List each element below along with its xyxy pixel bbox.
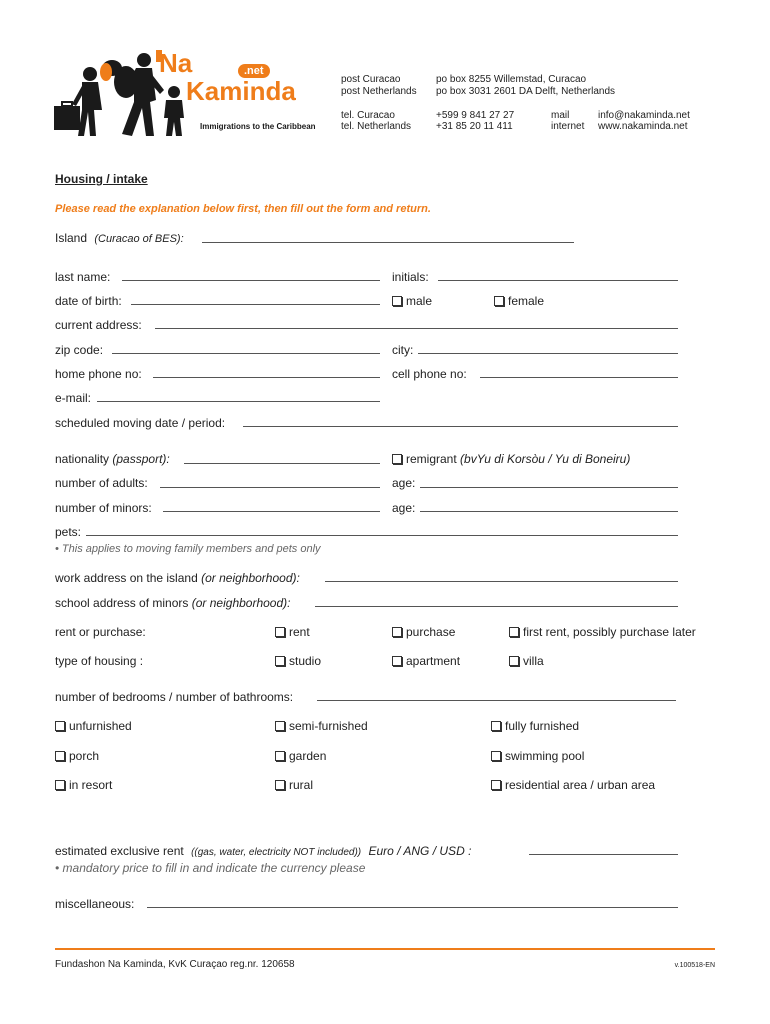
- studio-option[interactable]: [275, 654, 321, 668]
- rent-or-purchase-label: rent or purchase:: [55, 625, 146, 639]
- tel-netherlands-number: +31 85 20 11 411: [436, 121, 513, 132]
- current-address-field[interactable]: [155, 328, 678, 329]
- first-rent-label: first rent, possibly purchase later: [523, 625, 696, 639]
- nationality-field[interactable]: [184, 463, 380, 464]
- garden-option[interactable]: [275, 749, 326, 763]
- zip-code-field[interactable]: [112, 353, 380, 354]
- cell-phone-field[interactable]: [480, 377, 678, 378]
- fully-furnished-label: fully furnished: [505, 719, 580, 733]
- in-resort-option[interactable]: [55, 778, 112, 792]
- minors-age-field[interactable]: [420, 511, 678, 512]
- rural-label: rural: [289, 778, 314, 792]
- villa-option[interactable]: [509, 654, 544, 668]
- form-title: Housing / intake: [55, 172, 148, 186]
- nationality-label-group: [55, 452, 170, 466]
- remigrant-checkbox[interactable]: [392, 454, 402, 464]
- mail-address[interactable]: info@nakaminda.net: [598, 110, 690, 121]
- moving-date-field[interactable]: [243, 426, 678, 427]
- garden-label: garden: [289, 749, 327, 763]
- semi-furnished-option[interactable]: [275, 719, 368, 733]
- first-rent-option[interactable]: [509, 625, 696, 639]
- residential-checkbox[interactable]: [491, 780, 501, 790]
- remigrant-label: remigrant: [406, 452, 457, 466]
- apartment-checkbox[interactable]: [392, 656, 402, 666]
- date-of-birth-field[interactable]: [131, 304, 380, 305]
- male-checkbox[interactable]: [392, 296, 402, 306]
- city-field[interactable]: [418, 353, 678, 354]
- female-checkbox[interactable]: [494, 296, 504, 306]
- bedrooms-label: number of bedrooms / number of bathrooms:: [55, 690, 294, 704]
- swimming-pool-label: swimming pool: [505, 749, 585, 763]
- logo-name-line1: Na: [159, 48, 193, 78]
- zip-code-label: zip code:: [55, 343, 104, 357]
- in-resort-label: in resort: [69, 778, 113, 792]
- estimated-rent-field[interactable]: [529, 854, 678, 855]
- semi-furnished-checkbox[interactable]: [275, 721, 285, 731]
- home-phone-field[interactable]: [153, 377, 380, 378]
- form-instruction: Please read the explanation below first, then fill out the form and return.: [55, 203, 431, 215]
- website-link[interactable]: www.nakaminda.net: [598, 121, 688, 132]
- estimated-rent-hint: ((gas, water, electricity NOT included)): [191, 847, 362, 858]
- rent-checkbox[interactable]: [275, 627, 285, 637]
- pets-field[interactable]: [86, 535, 678, 536]
- work-address-hint: (or neighborhood):: [201, 571, 300, 585]
- work-address-label: work address on the island: [55, 571, 198, 585]
- porch-option[interactable]: [55, 749, 99, 763]
- villa-checkbox[interactable]: [509, 656, 519, 666]
- footer-divider: [55, 948, 715, 950]
- villa-label: villa: [523, 654, 544, 668]
- adults-age-field[interactable]: [420, 487, 678, 488]
- logo-badge: .net: [238, 64, 270, 78]
- swimming-pool-option[interactable]: [491, 749, 584, 763]
- initials-label: initials:: [392, 270, 429, 284]
- island-field[interactable]: [202, 242, 574, 243]
- city-label: city:: [392, 343, 414, 357]
- last-name-label: last name:: [55, 270, 111, 284]
- unfurnished-checkbox[interactable]: [55, 721, 65, 731]
- rent-note: • mandatory price to fill in and indicate the currency please: [55, 861, 366, 875]
- rural-checkbox[interactable]: [275, 780, 285, 790]
- garden-checkbox[interactable]: [275, 751, 285, 761]
- tel-netherlands-label: tel. Netherlands: [341, 121, 412, 132]
- post-netherlands-address: po box 3031 2601 DA Delft, Netherlands: [436, 86, 616, 97]
- male-option[interactable]: [392, 294, 432, 308]
- female-option[interactable]: [494, 294, 544, 308]
- bedrooms-field[interactable]: [317, 700, 676, 701]
- num-minors-label: number of minors:: [55, 501, 152, 515]
- cell-phone-label: cell phone no:: [392, 367, 467, 381]
- nationality-label: nationality: [55, 452, 110, 466]
- school-address-label: school address of minors: [55, 596, 189, 610]
- residential-label: residential area / urban area: [505, 778, 656, 792]
- residential-option[interactable]: [491, 778, 655, 792]
- rent-option[interactable]: [275, 625, 310, 639]
- apartment-option[interactable]: [392, 654, 460, 668]
- mail-label: mail: [551, 110, 570, 121]
- work-address-field[interactable]: [325, 581, 678, 582]
- purchase-option[interactable]: [392, 625, 455, 639]
- miscellaneous-label: miscellaneous:: [55, 897, 135, 911]
- tel-curacao-number: +599 9 841 27 27: [436, 110, 515, 121]
- date-of-birth-label: date of birth:: [55, 294, 122, 308]
- studio-label: studio: [289, 654, 322, 668]
- estimated-rent-label-group: [55, 844, 471, 860]
- minors-age-label: age:: [392, 501, 416, 515]
- email-field[interactable]: [97, 401, 380, 402]
- home-phone-label: home phone no:: [55, 367, 142, 381]
- pets-label: pets:: [55, 525, 82, 539]
- initials-field[interactable]: [438, 280, 678, 281]
- post-netherlands-label: post Netherlands: [341, 86, 417, 97]
- purchase-label: purchase: [406, 625, 456, 639]
- fully-furnished-option[interactable]: [491, 719, 579, 733]
- post-curacao-label: post Curacao: [341, 74, 401, 85]
- post-curacao-address: po box 8255 Willemstad, Curacao: [436, 74, 587, 85]
- current-address-label: current address:: [55, 318, 142, 332]
- nationality-hint: (passport):: [112, 452, 170, 466]
- porch-label: porch: [69, 749, 100, 763]
- last-name-field[interactable]: [122, 280, 380, 281]
- rural-option[interactable]: [275, 778, 313, 792]
- purchase-checkbox[interactable]: [392, 627, 402, 637]
- fully-furnished-checkbox[interactable]: [491, 721, 501, 731]
- logo: [52, 50, 322, 140]
- in-resort-checkbox[interactable]: [55, 780, 65, 790]
- semi-furnished-label: semi-furnished: [289, 719, 368, 733]
- footer-organization: Fundashon Na Kaminda, KvK Curaçao reg.nr. 120658: [55, 959, 295, 970]
- currency-label: Euro / ANG / USD :: [368, 844, 472, 858]
- studio-checkbox[interactable]: [275, 656, 285, 666]
- female-label: female: [508, 294, 545, 308]
- estimated-rent-label: estimated exclusive rent: [55, 844, 184, 858]
- email-label: e-mail:: [55, 391, 92, 405]
- remigrant-option[interactable]: [392, 452, 630, 466]
- unfurnished-label: unfurnished: [69, 719, 132, 733]
- type-of-housing-label: type of housing :: [55, 654, 144, 668]
- num-adults-field[interactable]: [160, 487, 380, 488]
- apartment-label: apartment: [406, 654, 461, 668]
- moving-date-label: scheduled moving date / period:: [55, 416, 226, 430]
- num-adults-label: number of adults:: [55, 476, 148, 490]
- school-address-label-group: [55, 596, 290, 610]
- miscellaneous-field[interactable]: [147, 907, 678, 908]
- school-address-field[interactable]: [315, 606, 678, 607]
- unfurnished-option[interactable]: [55, 719, 132, 733]
- first-rent-checkbox[interactable]: [509, 627, 519, 637]
- rent-label: rent: [289, 625, 310, 639]
- num-minors-field[interactable]: [163, 511, 380, 512]
- logo-tagline: Immigrations to the Caribbean: [200, 122, 316, 131]
- island-label: Island: [55, 231, 88, 245]
- remigrant-hint: (bvYu di Korsòu / Yu di Boneiru): [460, 452, 631, 466]
- tel-curacao-label: tel. Curacao: [341, 110, 395, 121]
- adults-age-label: age:: [392, 476, 416, 490]
- school-address-hint: (or neighborhood):: [191, 596, 291, 610]
- work-address-label-group: [55, 571, 300, 585]
- footer-version: v.100518-EN: [674, 962, 715, 969]
- male-label: male: [406, 294, 433, 308]
- porch-checkbox[interactable]: [55, 751, 65, 761]
- logo-name-line2: Kaminda: [186, 76, 296, 106]
- swimming-pool-checkbox[interactable]: [491, 751, 501, 761]
- internet-label: internet: [551, 121, 585, 132]
- island-label-group: [55, 231, 184, 246]
- island-hint: (Curacao of BES):: [94, 233, 184, 245]
- pets-note: • This applies to moving family members and pets only: [55, 543, 321, 555]
